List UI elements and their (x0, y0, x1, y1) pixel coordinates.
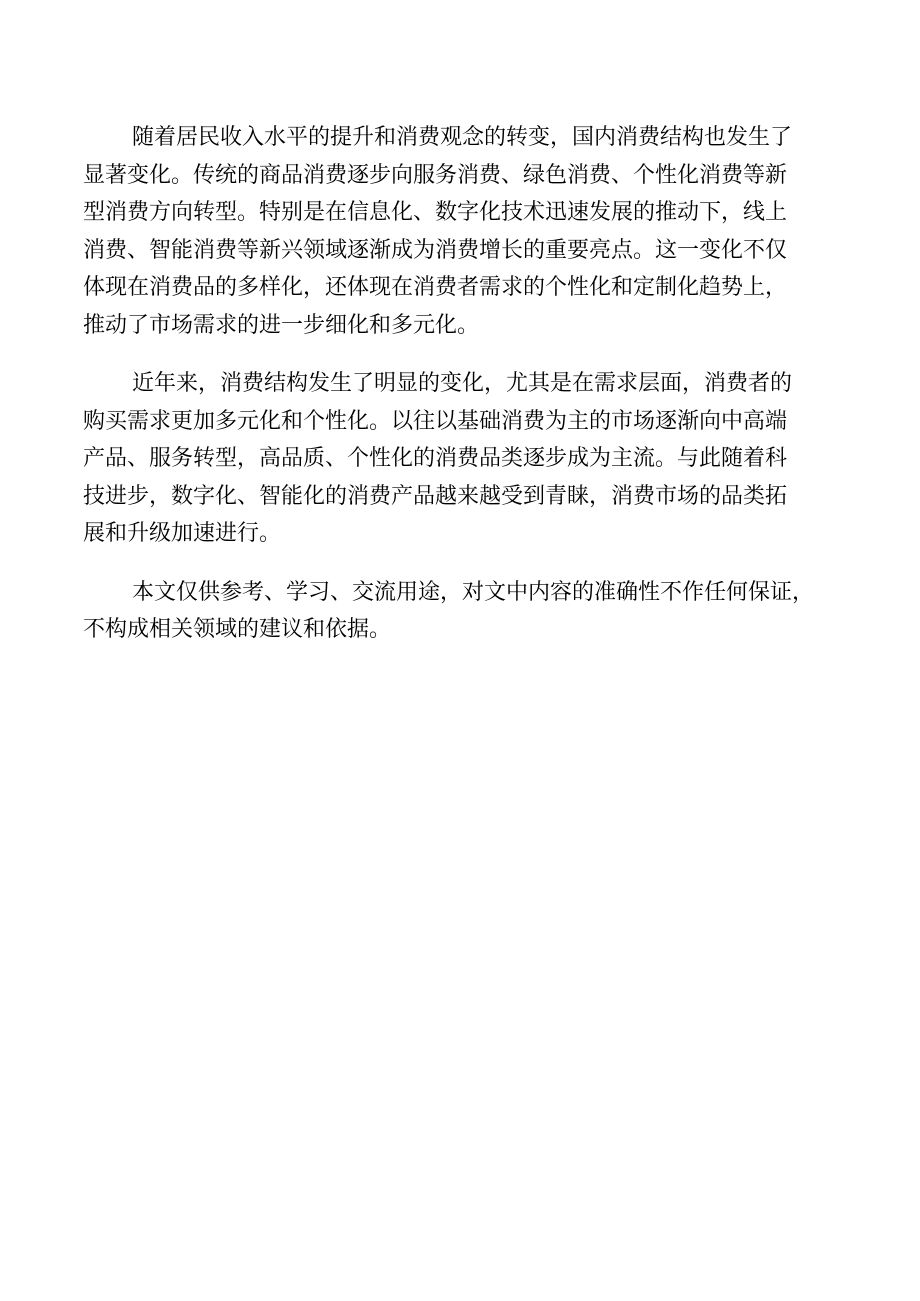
paragraph-line: 推动了市场需求的进一步细化和多元化。 (83, 312, 480, 338)
paragraph-line: 技进步，数字化、智能化的消费产品越来越受到青睐，消费市场的品类拓 (83, 483, 788, 509)
paragraph-line: 随着居民收入水平的提升和消费观念的转变，国内消费结构也发生了 (132, 125, 793, 150)
paragraph-line: 消费、智能消费等新兴领域逐渐成为消费增长的重要亮点。这一变化不仅 (83, 237, 788, 263)
paragraph-line: 不构成相关领域的建议和依据。 (83, 617, 392, 642)
paragraph-line: 本文仅供参考、学习、交流用途，对文中内容的准确性不作任何保证， (132, 579, 815, 605)
paragraph-line: 近年来，消费结构发生了明显的变化，尤其是在需求层面，消费者的 (132, 371, 793, 396)
paragraph-line: 型消费方向转型。特别是在信息化、数字化技术迅速发展的推动下，线上 (83, 200, 788, 225)
paragraph-line: 显著变化。传统的商品消费逐步向服务消费、绿色消费、个性化消费等新 (83, 162, 788, 188)
paragraph-line: 购买需求更加多元化和个性化。以往以基础消费为主的市场逐渐向中高端 (83, 408, 788, 434)
paragraph-disclaimer (83, 574, 843, 649)
paragraph-line: 产品、服务转型，高品质、个性化的消费品类逐步成为主流。与此随着科 (83, 446, 788, 471)
paragraph-demand-diversification (83, 365, 843, 553)
paragraph-line: 体现在消费品的多样化，还体现在消费者需求的个性化和定制化趋势上， (83, 275, 788, 300)
paragraph-consumption-structure-change (83, 119, 843, 344)
document-body (83, 119, 843, 670)
paragraph-line: 展和升级加速进行。 (83, 521, 282, 546)
